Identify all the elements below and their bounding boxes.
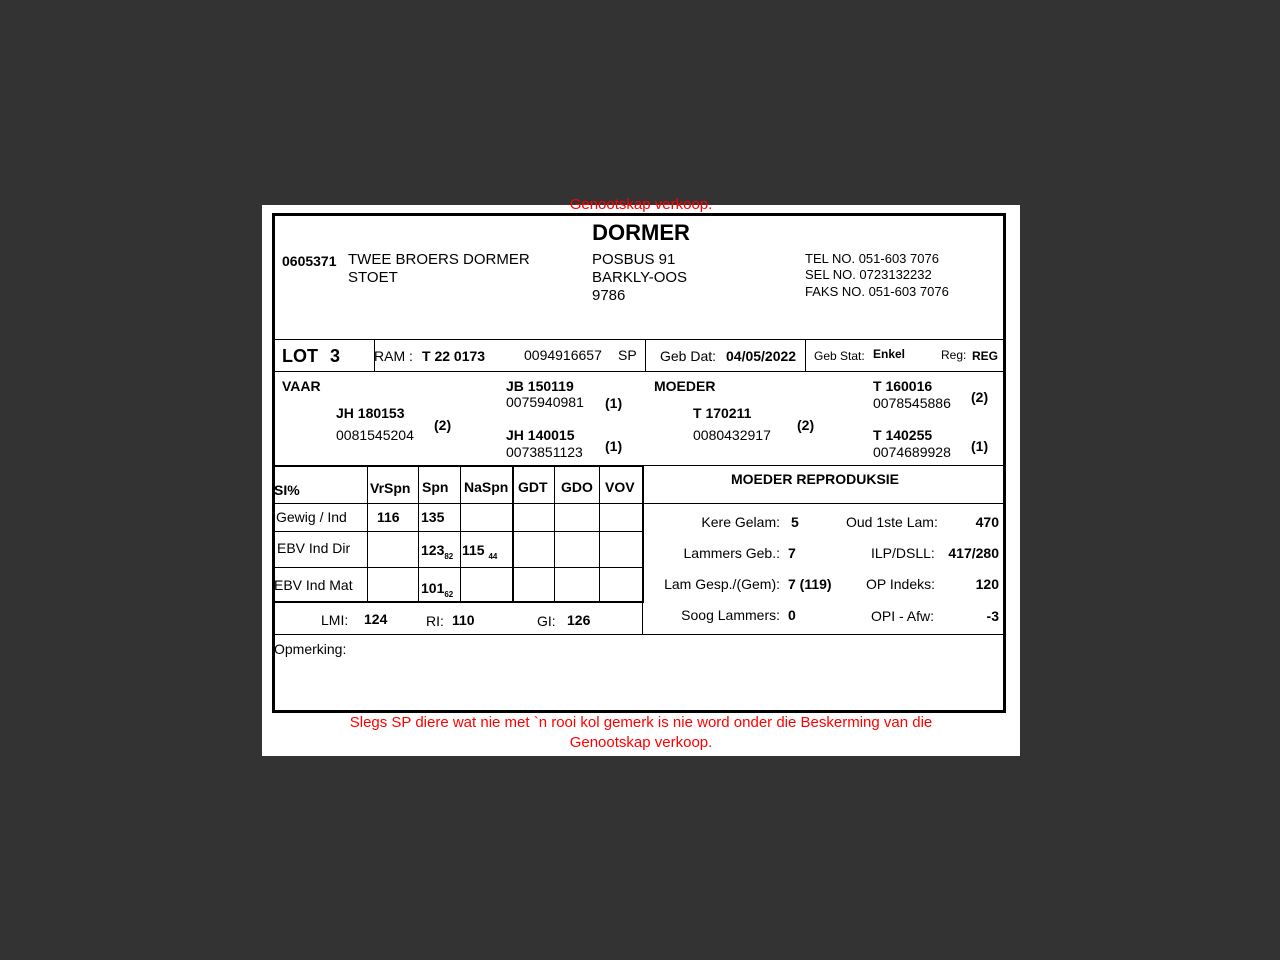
reg-label: Reg: [941,348,967,362]
ri-value: 110 [452,612,475,628]
notice-line2: Genootskap verkoop. [569,734,713,751]
row-label-ebv-mat: EBV Ind Mat [274,577,353,593]
cell-number: SEL NO. 0723132232 [805,267,932,282]
sire-sire-count: (1) [605,395,623,411]
divider [805,339,806,371]
ebv-dir-spn [421,542,453,561]
reproduction-title: MOEDER REPRODUKSIE [731,471,900,487]
birth-date: 04/05/2022 [726,348,797,364]
divider [274,634,1005,635]
dam-number: 0080432917 [693,427,771,443]
sire-count: (2) [434,417,452,433]
dam-dam-number: 0074689928 [873,444,951,460]
sale-catalogue-card [262,196,1020,756]
sire-dam-number: 0073851123 [506,444,583,460]
op-index-value: 120 [975,576,999,592]
opi-deviation-value: -3 [986,608,999,624]
dam-dam-count: (1) [971,438,989,454]
ebv-mat-spn-accuracy: 62 [444,589,454,599]
col-header-gdt: GDT [518,479,548,495]
ram-id: T 22 0173 [422,348,486,364]
ebv-dir-spn-value: 123 [421,542,445,558]
ebv-mat-spn-value: 101 [421,580,445,596]
ram-reg-no: 0094916657 [524,347,602,363]
divider [367,466,368,601]
reg-status: REG [972,349,999,363]
gi-label: GI: [537,613,556,629]
notice-top: Genootskap verkoop. [569,196,713,213]
gi-value: 126 [567,612,591,628]
address-line3: 9786 [592,287,626,304]
fax-number: FAKS NO. 051-603 7076 [805,284,949,299]
dam-id: T 170211 [693,405,752,421]
dam-count: (2) [797,417,815,433]
opi-deviation-label: OPI - Afw: [871,608,935,624]
col-header-naspn: NaSpn [464,479,509,495]
lambs-weaned-value: 7 (119) [788,576,832,592]
weight-vrspn: 116 [377,509,400,525]
lot-label: LOT [282,346,318,366]
birth-date-label: Geb Dat: [660,348,717,364]
row-label-ebv-dir: EBV Ind Dir [277,540,351,556]
col-header-vov: VOV [605,479,635,495]
address-line2: BARKLY-OOS [592,269,688,286]
divider [418,466,419,601]
sire-heading: VAAR [282,378,321,394]
sire-sire-id: JB 150119 [506,378,574,394]
divider [274,531,644,532]
times-lambed-label: Kere Gelam: [701,514,780,530]
sire-dam-count: (1) [605,438,623,454]
divider [274,503,644,504]
lmi-value: 124 [364,611,388,627]
weight-spn: 135 [421,509,445,525]
remarks-label: Opmerking: [274,641,347,657]
divider [599,466,600,601]
breeder-name-line2: STOET [348,269,398,286]
suckling-lambs-value: 0 [788,607,796,623]
lambs-born-value: 7 [788,545,796,561]
suckling-lambs-label: Soog Lammers: [681,607,780,623]
breed-title: DORMER [592,220,690,245]
dam-heading: MOEDER [654,378,716,394]
dam-dam-id: T 140255 [873,427,933,443]
dam-sire-number: 0078545886 [873,395,951,411]
divider [273,601,644,603]
lambs-weaned-label: Lam Gesp./(Gem): [664,576,780,592]
ram-label: RAM : [374,348,413,364]
sp-mark: SP [618,347,637,363]
op-index-label: OP Indeks: [866,576,936,592]
divider [274,339,1005,340]
ebv-dir-naspn-accuracy: 44 [488,551,498,561]
address-line1: POSBUS 91 [592,251,676,268]
ilp-label: ILP/DSLL: [871,545,935,561]
sire-id: JH 180153 [336,405,405,421]
dam-sire-count: (2) [971,389,989,405]
divider [273,465,644,467]
ebv-dir-spn-accuracy: 82 [444,551,454,561]
notice-line1: Slegs SP diere wat nie met `n rooi kol gemerk is nie word onder die Beskerming van die [349,714,933,731]
breeder-name-line1: TWEE BROERS DORMER [348,251,530,268]
divider [642,602,643,634]
divider [460,466,461,601]
col-header-si: SI% [274,482,300,498]
divider [645,339,646,371]
col-header-spn: Spn [422,479,449,495]
birth-status: Enkel [873,347,906,361]
ebv-dir-naspn-value: 115 [462,542,485,558]
col-header-vrspn: VrSpn [370,480,411,496]
lmi-label: LMI: [321,612,349,628]
age-first-lamb-label: Oud 1ste Lam: [846,514,938,530]
row-label-weight: Gewig / Ind [276,509,347,525]
sire-dam-id: JH 140015 [506,427,575,443]
age-first-lamb-value: 470 [975,514,999,530]
divider [274,371,1005,372]
tel-number: TEL NO. 051-603 7076 [805,251,939,266]
col-header-gdo: GDO [561,479,593,495]
divider [274,567,644,568]
lambs-born-label: Lammers Geb.: [683,545,780,561]
breeder-number: 0605371 [282,253,337,269]
sire-sire-number: 0075940981 [506,394,584,410]
ebv-mat-spn [421,580,453,599]
ri-label: RI: [426,613,444,629]
divider [554,466,555,601]
divider [512,465,514,602]
times-lambed-value: 5 [791,514,799,530]
ebv-dir-naspn [462,542,497,561]
lot-number: 3 [330,346,341,366]
divider [644,465,1005,466]
sire-number: 0081545204 [336,427,414,443]
ilp-value: 417/280 [948,545,999,561]
birth-status-label: Geb Stat: [814,349,865,363]
divider [644,503,1005,504]
dam-sire-id: T 160016 [873,378,933,394]
